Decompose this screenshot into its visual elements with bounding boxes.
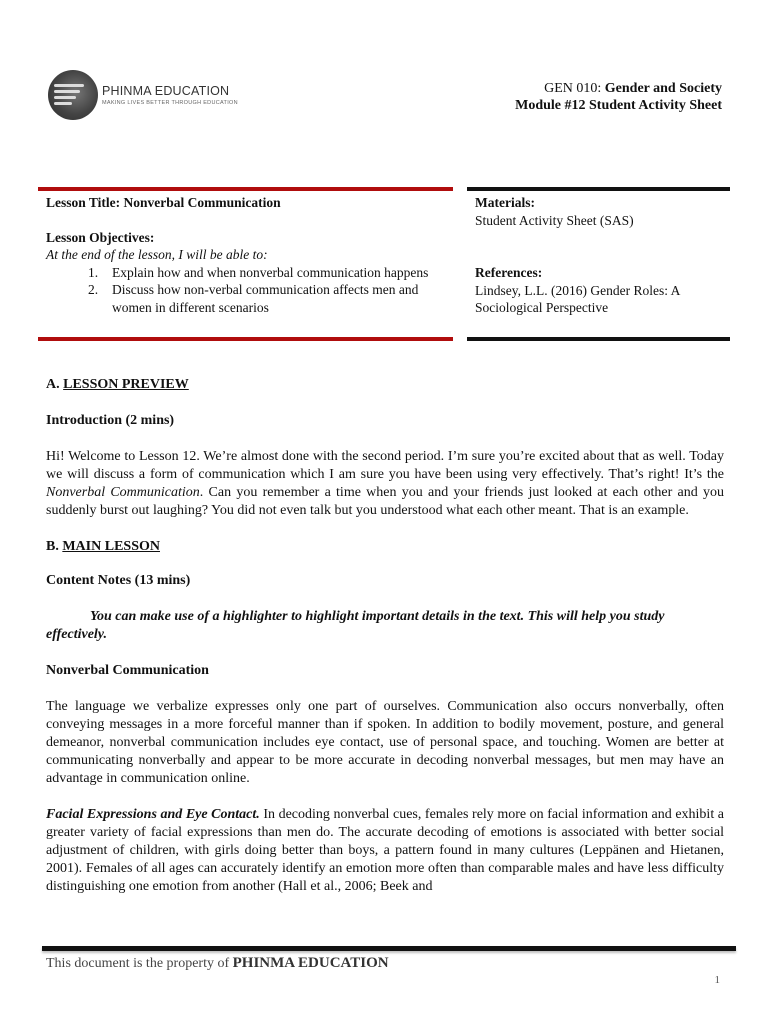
table-top-red-bar — [38, 187, 453, 191]
materials-text: Student Activity Sheet (SAS) — [475, 212, 634, 228]
table-bottom-red-bar — [38, 337, 453, 341]
section-b-heading: B. MAIN LESSON — [46, 539, 160, 554]
main-content — [46, 376, 724, 896]
introduction-paragraph: Hi! Welcome to Lesson 12. We’re almost done with the second period. I’m sure you’re excited about that as well. Today we will discuss a form of communication which I am sure you have been using very effectively. That’s right! It’s the Nonverbal Communication. Can you remember a time when you and your friends just looked at each other and you suddenly burst out laughing? You did not even talk but you understood what each other meant. That is an example. — [46, 449, 724, 518]
table-bottom-black-bar — [467, 337, 730, 341]
course-header — [515, 80, 722, 114]
nonverbal-paragraph: The language we verbalize expresses only one part of ourselves. Communication also occurs nonverbally, often conveying messages in a more forceful manner than if spoken. In addition to bodily movement, posture, and general demeanor, nonverbal communication includes eye contact, use of personal space, and touching. Women are better at communicating nonverbally and appear to be more accurate in decoding nonverbal messages, but men may have an advantage in communication online. — [46, 699, 724, 786]
references-text: Lindsey, L.L. (2016) Gender Roles: A Sociological Perspective — [475, 282, 680, 315]
footer-text: This document is the property of PHINMA EDUCATION — [46, 955, 389, 971]
introduction-heading: Introduction (2 mins) — [46, 413, 175, 428]
section-a-heading: A. LESSON PREVIEW — [46, 377, 189, 392]
list-item: 1. Explain how and when nonverbal communication happens — [88, 264, 429, 280]
footer-bar — [42, 946, 736, 951]
references-heading: References: — [475, 265, 543, 280]
nonverbal-heading: Nonverbal Communication — [46, 663, 209, 678]
logo-name: PHINMA EDUCATION — [102, 84, 230, 98]
objectives-heading: Lesson Objectives: — [46, 229, 155, 245]
lesson-title: Lesson Title: Nonverbal Communication — [46, 195, 281, 210]
logo-tagline: MAKING LIVES BETTER THROUGH EDUCATION — [102, 100, 238, 106]
materials-references — [475, 194, 725, 317]
course-code: GEN 010: — [544, 81, 605, 96]
highlight-note: You can make use of a highlighter to highlight important details in the text. This will help you study effectively. — [46, 609, 665, 642]
facial-expressions-paragraph: Facial Expressions and Eye Contact. In decoding nonverbal cues, females rely more on facial information and exhibit a greater variety of facial expressions than men do. The accurate decoding of emotions is associated with better social adjustment of children, with girls doing better than boys, a pattern found in many cultures (Leppänen and Hietanen, 2001). Females of all ages can accurately identify an emotion more often than comparable males and have less difficulty distinguishing one emotion from another (Hall et al., 2006; Beek and — [46, 807, 724, 894]
materials-heading: Materials: — [475, 195, 535, 210]
phinma-logo — [48, 70, 238, 122]
lesson-info — [46, 194, 450, 316]
table-top-black-bar — [467, 187, 730, 191]
list-item: 2. Discuss how non-verbal communication affects men and women in different scenarios — [88, 282, 419, 315]
module-title: Module #12 Student Activity Sheet — [515, 98, 722, 113]
course-name: Gender and Society — [604, 81, 722, 96]
content-notes-heading: Content Notes (13 mins) — [46, 573, 191, 588]
logo-emblem-icon — [48, 70, 98, 120]
objectives-intro: At the end of the lesson, I will be able to: — [46, 247, 268, 262]
objectives-list — [46, 264, 450, 317]
page-number: 1 — [714, 974, 720, 986]
